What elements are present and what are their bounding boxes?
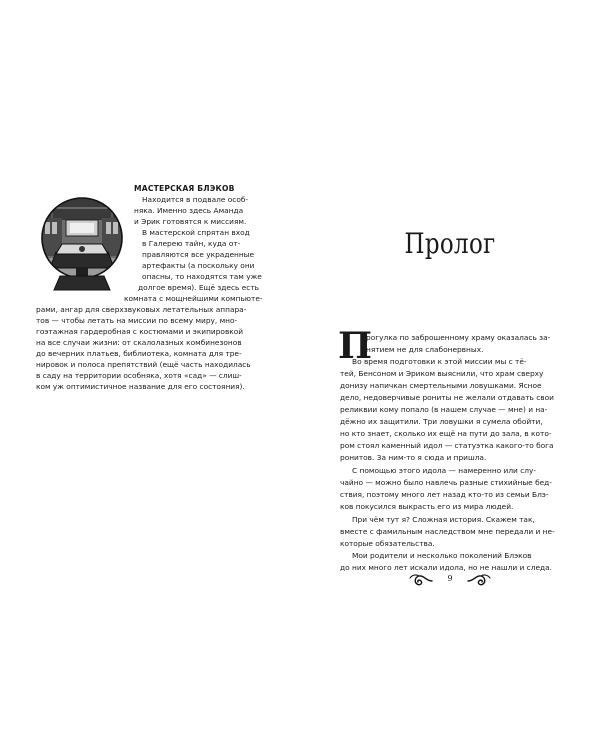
body-line: тей, Бенсоном и Эриком выяснили, что храм сверху <box>340 369 544 378</box>
workshop-illustration <box>36 194 126 292</box>
swirl-ornament-icon <box>408 572 434 591</box>
sidebar-line: гоэтажная гардеробная с костюмами и экипировкой <box>36 327 244 336</box>
body-line: вместе с фамильным наследством мне передали и не- <box>340 527 555 536</box>
swirl-ornament-icon <box>466 572 492 591</box>
drop-cap: П <box>338 325 372 367</box>
body-line: Мои родители и несколько поколений Блэков <box>352 551 532 560</box>
sidebar-line: правляются все украденные <box>142 250 255 259</box>
body-line: дело, недоверчивые рониты не желали отдавать свои <box>340 393 554 402</box>
sidebar-line: артефакты (а поскольку они <box>142 261 255 270</box>
body-line: ствия, поэтому много лет назад кто-то из семьи Блэ- <box>340 490 549 499</box>
sidebar-line: тов — чтобы летать на миссии по всему миру, мно- <box>36 316 238 325</box>
sidebar-line: В мастерской спрятан вход <box>142 228 250 237</box>
body-line: которые обязательства. <box>340 539 435 548</box>
body-line: ков покусился выкрасть его из мира людей. <box>340 502 514 511</box>
chapter-title: Пролог <box>404 227 496 260</box>
right-page <box>300 0 600 750</box>
sidebar-line: няка. Именно здесь Аманда <box>134 206 244 215</box>
body-line: ром стоял каменный идол — статуэтка какого-то бога <box>340 441 554 450</box>
sidebar-line: на все случаи жизни: от скалолазных комбинезонов <box>36 338 242 347</box>
sidebar-line: до вечерних платьев, библиотека, комната для тре- <box>36 349 242 358</box>
body-line: но кто знает, сколько их ещё на пути до зала, в кото- <box>340 429 552 438</box>
sidebar-line: опасны, то находятся там уже <box>142 272 262 281</box>
body-line: нятием не для слабонервных. <box>366 345 484 354</box>
body-line: до них много лет искали идола, но не нашли и следа. <box>340 563 552 572</box>
sidebar-line: комната с мощнейшими компьюте- <box>124 294 263 303</box>
body-line: дёжно их защитили. Три ловушки я сумела обойти, <box>340 417 543 426</box>
sidebar-title: МАСТЕРСКАЯ БЛЭКОВ <box>134 184 235 193</box>
body-line: Во время подготовки к этой миссии мы с тё- <box>352 357 527 366</box>
body-line: реликвии кому попало (в нашем случае — мне) и на- <box>340 405 548 414</box>
body-line: донизу напичкан смертельными ловушками. Ясное <box>340 381 542 390</box>
page-footer <box>300 572 600 588</box>
sidebar-line: долгое время). Ещё здесь есть <box>138 283 260 292</box>
sidebar-line: в саду на территории особняка, хотя «сад» — слиш- <box>36 371 242 380</box>
sidebar-line: рами, ангар для сверхзвуковых летательных аппара- <box>36 305 247 314</box>
body-line: чайно — можно было навлечь разные стихийные бед- <box>340 478 552 487</box>
page-number: 9 <box>447 574 453 583</box>
body-line: рогулка по заброшенному храму оказалась за- <box>366 333 551 342</box>
sidebar-line: нировок и полоса препятствий (ещё часть находилась <box>36 360 251 369</box>
sidebar-line: и Эрик готовятся к миссиям. <box>134 217 247 226</box>
body-line: При чём тут я? Сложная история. Скажем так, <box>352 515 535 524</box>
sidebar-line: Находится в подвале особ- <box>142 195 249 204</box>
sidebar-line: ком уж оптимистичное название для его состояния). <box>36 382 245 391</box>
sidebar-line: в Галерею тайн, куда от- <box>142 239 241 248</box>
body-line: ронитов. За ним-то я сюда и пришла. <box>340 453 487 462</box>
body-line: С помощью этого идола — намеренно или слу- <box>352 466 537 475</box>
